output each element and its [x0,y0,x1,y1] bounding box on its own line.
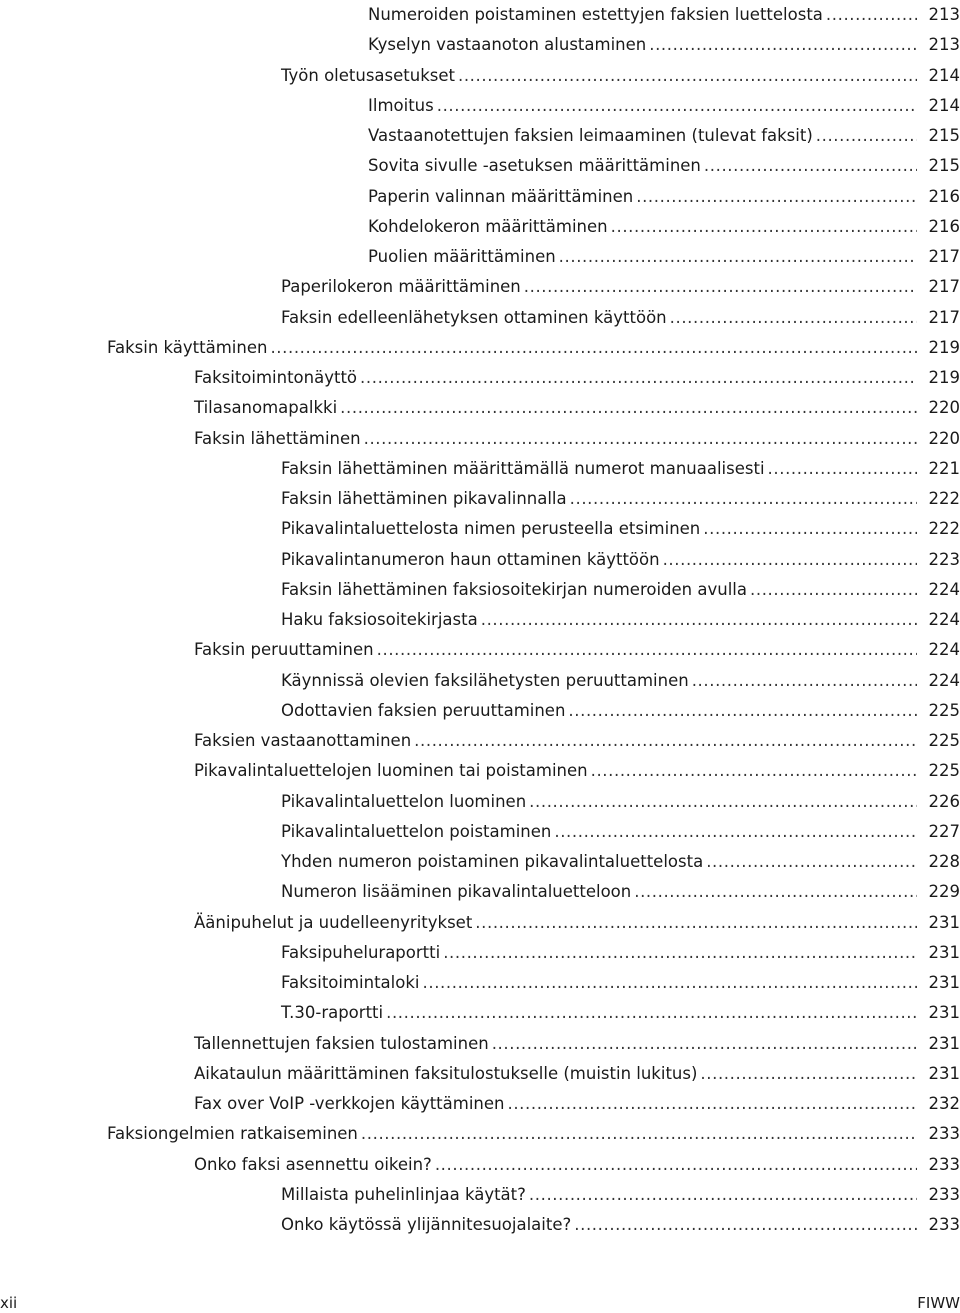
toc-entry-page-number: 220 [928,428,960,448]
dot-leader [423,968,918,998]
dot-leader [458,61,917,91]
dot-leader [568,696,917,726]
toc-entry-title: Pikavalintaluettelon poistaminen [281,821,552,841]
toc-entry-title: Yhden numeron poistaminen pikavalintaluettelosta [281,852,704,871]
toc-entry-title: Millaista puhelinlinjaa käytät? [281,1184,526,1204]
toc-entry-page-number: 231 [928,1003,960,1023]
dot-leader [692,666,917,696]
toc-entry-title: Kyselyn vastaanoton alustaminen [368,35,647,55]
toc-entry-title: Faksin lähettäminen faksiosoitekirjan numeroiden avulla [281,579,747,599]
footer-page-number: xii [0,1294,18,1312]
dot-leader [570,484,917,514]
toc-entry-page-number: 222 [928,489,960,508]
toc-entry-page-number: 231 [928,942,960,962]
dot-leader [591,756,917,786]
dot-leader [360,363,917,393]
toc-entry-page-number: 231 [928,1033,960,1053]
toc-entry-page-number: 233 [928,1154,960,1174]
dot-leader [611,212,917,242]
dot-leader [377,635,917,665]
toc-entry-page-number: 220 [928,398,960,418]
toc-entry-title: Faksin lähettäminen määrittämällä numerot manuaalisesti [281,458,765,478]
dot-leader [750,575,917,605]
toc-entry-title: Faksin lähettäminen pikavalinnalla [281,489,567,508]
toc-entry[interactable] [281,787,960,817]
toc-entry[interactable] [194,424,960,454]
dot-leader [364,424,917,454]
toc-entry[interactable] [107,1119,960,1149]
dot-leader [435,1150,917,1180]
dot-leader [443,938,917,968]
toc-entry-page-number: 233 [928,1215,960,1234]
dot-leader [475,908,917,938]
toc-entry-title: Faksipuheluraportti [281,942,441,962]
dot-leader [437,91,917,121]
toc-entry[interactable] [194,908,960,938]
toc-entry[interactable] [281,575,960,605]
toc-entry[interactable] [194,756,960,786]
dot-leader [414,726,917,756]
dot-leader [554,817,917,847]
toc-entry-page-number: 213 [928,5,960,24]
dot-leader [636,182,917,212]
toc-entry[interactable] [194,1089,960,1119]
dot-leader [663,545,917,575]
toc-entry[interactable] [281,998,960,1028]
dot-leader [507,1089,917,1119]
toc-entry[interactable] [368,91,960,121]
toc-entry-page-number: 217 [928,247,960,266]
toc-entry-page-number: 231 [928,973,960,992]
dot-leader [670,303,917,333]
dot-leader [706,847,917,877]
toc-entry-title: Aikataulun määrittäminen faksitulostukselle (muistin lukitus) [194,1063,698,1083]
dot-leader [524,272,917,302]
toc-entry-page-number: 221 [928,458,960,478]
toc-entry-title: Faksitoimintaloki [281,973,420,992]
toc-entry-title: Tilasanomapalkki [194,398,338,418]
dot-leader [574,1210,917,1240]
toc-entry[interactable] [107,333,960,363]
toc-entry-title: Onko faksi asennettu oikein? [194,1154,432,1174]
dot-leader [768,454,917,484]
toc-entry-title: Faksin edelleenlähetyksen ottaminen käyttöön [281,307,667,327]
toc-entry-title: Äänipuhelut ja uudelleenyritykset [194,912,473,932]
toc-entry[interactable] [368,212,960,242]
dot-leader [529,1180,917,1210]
dot-leader [386,998,917,1028]
toc-entry-title: Pikavalintaluettelosta nimen perusteella etsiminen [281,519,701,539]
toc-entry-title: Faksin peruuttaminen [194,640,374,660]
toc-entry[interactable] [368,242,960,272]
toc-entry-title: Faksin käyttäminen [107,337,268,357]
toc-entry[interactable] [281,484,960,514]
toc-entry[interactable] [281,817,960,847]
toc-entry-page-number: 219 [928,368,960,387]
toc-entry-title: Paperin valinnan määrittäminen [368,186,634,206]
toc-entry-page-number: 229 [928,882,960,902]
toc-entry[interactable] [281,877,960,907]
dot-leader [649,30,917,60]
toc-entry-title: Tallennettujen faksien tulostaminen [194,1033,489,1053]
toc-entry-page-number: 216 [928,186,960,206]
toc-entry[interactable] [368,121,960,151]
toc-entry[interactable] [281,938,960,968]
dot-leader [700,1059,917,1089]
dot-leader [816,121,917,151]
dot-leader [270,333,917,363]
toc-entry-title: Numeron lisääminen pikavalintaluetteloon [281,882,632,902]
toc-entry-page-number: 228 [928,852,960,871]
toc-entry[interactable] [281,514,960,544]
dot-leader [826,0,917,30]
toc-entry[interactable] [281,303,960,333]
toc-entry[interactable] [281,61,960,91]
toc-entry-page-number: 227 [928,821,960,841]
toc-entry-page-number: 215 [928,156,960,176]
toc-entry[interactable] [194,363,960,393]
toc-entry-title: Käynnissä olevien faksilähetysten peruuttaminen [281,670,689,690]
toc-entry-title: Onko käytössä ylijännitesuojalaite? [281,1215,572,1234]
toc-entry-title: Puolien määrittäminen [368,247,556,266]
toc-entry-title: Haku faksiosoitekirjasta [281,610,478,629]
toc-entry[interactable] [281,605,960,635]
toc-entry-page-number: 231 [928,1063,960,1083]
toc-entry-title: Ilmoitus [368,95,434,115]
toc-entry[interactable] [281,1210,960,1240]
toc-entry[interactable] [194,393,960,423]
toc-entry-page-number: 232 [928,1094,960,1113]
toc-entry-title: Odottavien faksien peruuttaminen [281,700,566,720]
toc-entry[interactable] [194,635,960,665]
toc-entry[interactable] [281,1180,960,1210]
toc-entry-page-number: 222 [928,519,960,539]
dot-leader [703,514,917,544]
dot-leader [340,393,917,423]
toc-entry-page-number: 225 [928,761,960,781]
dot-leader [492,1029,917,1059]
toc-entry[interactable] [281,696,960,726]
toc-entry-title: Pikavalintaluettelon luominen [281,791,527,811]
toc-entry[interactable] [368,30,960,60]
toc-entry-page-number: 233 [928,1184,960,1204]
toc-entry-title: Faksitoimintonäyttö [194,368,358,387]
toc-entry-page-number: 224 [928,670,960,690]
toc-entry-title: Faksiongelmien ratkaiseminen [107,1124,358,1144]
toc-entry-title: Faksien vastaanottaminen [194,731,412,750]
toc-entry-page-number: 214 [928,65,960,85]
toc-entry-title: Paperilokeron määrittäminen [281,277,521,297]
toc-entry[interactable] [194,726,960,756]
toc-entry-page-number: 217 [928,277,960,297]
toc-entry[interactable] [368,0,960,30]
toc-entry-page-number: 224 [928,640,960,660]
toc-entry-title: Sovita sivulle -asetuksen määrittäminen [368,156,701,176]
toc-entry-title: Kohdelokeron määrittäminen [368,216,608,236]
toc-entry-title: Vastaanotettujen faksien leimaaminen (tulevat faksit) [368,126,813,145]
toc-entry-page-number: 216 [928,216,960,236]
toc-entry-page-number: 231 [928,912,960,932]
toc-entry-title: Pikavalintanumeron haun ottaminen käyttöön [281,549,660,569]
toc-entry[interactable] [281,454,960,484]
dot-leader [529,787,917,817]
toc-entry[interactable] [281,847,960,877]
toc-entry-page-number: 219 [928,337,960,357]
dot-leader [481,605,917,635]
toc-entry[interactable] [194,1150,960,1180]
toc-entry-page-number: 217 [928,307,960,327]
toc-entry-page-number: 215 [928,126,960,145]
toc-entry-title: Numeroiden poistaminen estettyjen faksien luettelosta [368,5,823,24]
footer-edition: FIWW [917,1294,960,1312]
toc-entry[interactable] [368,182,960,212]
toc-entry-page-number: 233 [928,1124,960,1144]
toc-entry[interactable] [281,545,960,575]
toc-entry-page-number: 214 [928,95,960,115]
toc-entry[interactable] [368,151,960,181]
toc-entry-title: Faksin lähettäminen [194,428,361,448]
toc-entry[interactable] [281,272,960,302]
dot-leader [704,151,917,181]
toc-entry[interactable] [281,968,960,998]
toc-entry-title: Fax over VoIP -verkkojen käyttäminen [194,1094,505,1113]
toc-entry-page-number: 225 [928,700,960,720]
dot-leader [361,1119,917,1149]
toc-entry[interactable] [281,666,960,696]
toc-entry-title: Pikavalintaluettelojen luominen tai poistaminen [194,761,588,781]
toc-entry[interactable] [194,1059,960,1089]
toc-entry-page-number: 223 [928,549,960,569]
toc-entry-page-number: 225 [928,731,960,750]
toc-entry-title: Työn oletusasetukset [281,65,455,85]
toc-entry-title: T.30-raportti [281,1003,384,1023]
toc-entry-page-number: 224 [928,579,960,599]
dot-leader [634,877,917,907]
toc-entry[interactable] [194,1029,960,1059]
toc-entry-page-number: 224 [928,610,960,629]
toc-entry-page-number: 213 [928,35,960,55]
dot-leader [559,242,917,272]
toc-entry-page-number: 226 [928,791,960,811]
